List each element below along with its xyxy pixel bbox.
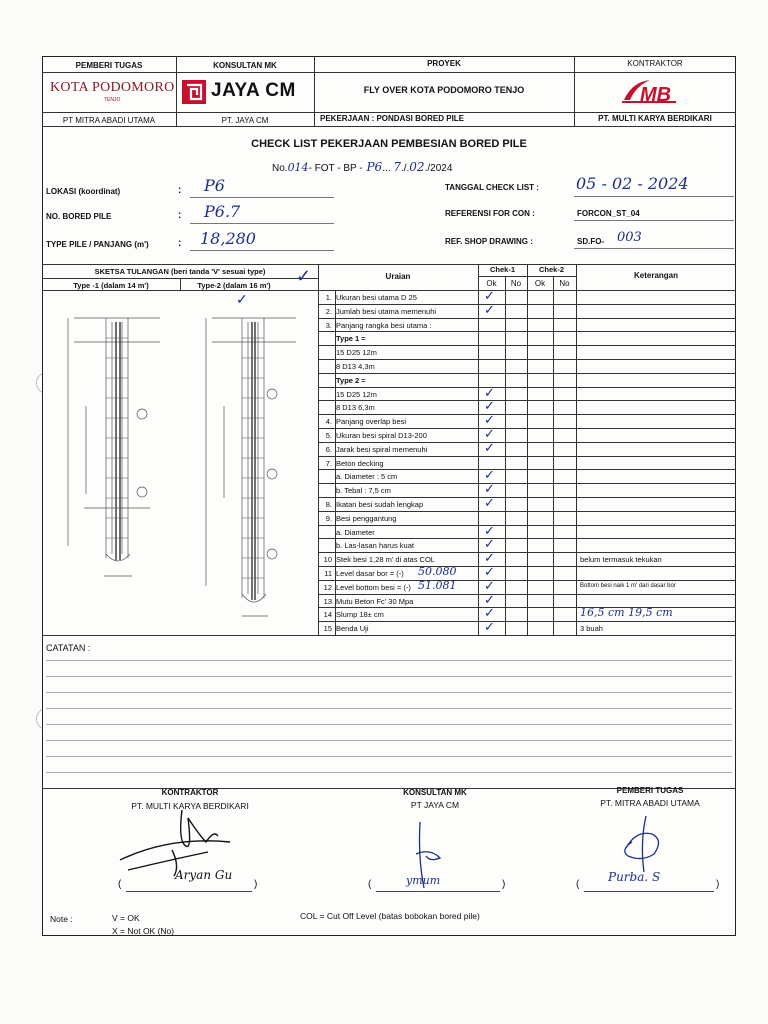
catatan-ruled-line bbox=[46, 756, 732, 757]
lokasi-value: P6 bbox=[204, 176, 225, 195]
sig-kontraktor-company: PT. MULTI KARYA BERDIKARI bbox=[131, 801, 249, 811]
type-pile-label: TYPE PILE / PANJANG (m') bbox=[46, 240, 149, 249]
bored-pile-value: P6.7 bbox=[204, 202, 241, 221]
catatan-ruled-line bbox=[46, 660, 732, 661]
pile-reinforcement-sketch bbox=[46, 298, 316, 632]
row-number: 14 bbox=[323, 610, 332, 620]
chek1-ok-check-icon: ✓ bbox=[484, 385, 495, 401]
row-description: Beton decking bbox=[336, 458, 384, 468]
row-number: 4. bbox=[325, 417, 332, 427]
chek1-header: Chek-1 bbox=[489, 265, 515, 274]
kota-podomoro-logo: KOTA PODOMORO bbox=[50, 80, 175, 95]
row-description: Besi penggantung bbox=[336, 513, 397, 523]
row-divider bbox=[318, 400, 736, 401]
row-number: 8. bbox=[325, 500, 332, 509]
konsultan-sign-name: ymum bbox=[406, 874, 441, 887]
note-ok: V = OK bbox=[112, 913, 140, 923]
row-divider bbox=[318, 331, 736, 332]
catatan-ruled-line bbox=[46, 692, 732, 693]
kontraktor-sign-name: Aryan Gu bbox=[175, 868, 233, 882]
note-not-ok: X = Not OK (No) bbox=[112, 926, 175, 936]
row-handwritten-value: 50.080 bbox=[418, 565, 457, 578]
row-number: 10 bbox=[323, 555, 332, 565]
row-description: Type 2 = bbox=[336, 375, 366, 385]
pekerjaan-label: PEKERJAAN : PONDASI BORED PILE bbox=[320, 114, 465, 123]
chek1-ok-check-icon: ✓ bbox=[484, 537, 495, 553]
header-kontraktor: KONTRAKTOR bbox=[627, 59, 683, 68]
row-description: Mutu Beton Fc' 30 Mpa bbox=[336, 596, 414, 606]
chek1-ok-check-icon: ✓ bbox=[484, 606, 495, 622]
row-divider bbox=[318, 414, 736, 415]
row-description: a. Diameter : 5 cm bbox=[336, 472, 398, 482]
svg-text:MB: MB bbox=[640, 84, 672, 106]
row-divider bbox=[318, 387, 736, 388]
row-divider bbox=[318, 483, 736, 484]
row-divider bbox=[318, 359, 736, 360]
form-title: CHECK LIST PEKERJAAN PEMBESIAN BORED PILE bbox=[251, 138, 527, 150]
chek1-ok-check-icon: ✓ bbox=[484, 565, 495, 580]
header-pemberi-tugas: PEMBERI TUGAS bbox=[75, 61, 143, 70]
row-number: 6. bbox=[325, 444, 332, 454]
row-divider bbox=[318, 497, 736, 498]
ref-shop-hand: 003 bbox=[617, 230, 642, 245]
uraian-header: Uraian bbox=[385, 272, 411, 281]
kota-podomoro-sub: TENJO bbox=[104, 97, 121, 103]
row-divider bbox=[318, 373, 736, 374]
row-description: Level bottom besi = (-) bbox=[336, 582, 411, 592]
row-description: 8 D13 6,3m bbox=[336, 403, 375, 413]
row-divider bbox=[318, 580, 736, 581]
project-name: FLY OVER KOTA PODOMORO TENJO bbox=[363, 85, 525, 95]
sig-pemberi-company: PT. MITRA ABADI UTAMA bbox=[600, 798, 700, 808]
row-description: b. Tebal : 7,5 cm bbox=[336, 486, 391, 496]
chek1-ok-check-icon: ✓ bbox=[484, 620, 495, 636]
row-description: a. Diameter bbox=[336, 527, 375, 537]
sig-pemberi-title: PEMBERI TUGAS bbox=[616, 786, 684, 795]
row-description: Panjang overlap besi bbox=[336, 417, 407, 427]
chek1-ok-check-icon: ✓ bbox=[484, 482, 495, 498]
row-divider bbox=[318, 635, 736, 636]
row-description: 15 D25 12m bbox=[336, 389, 377, 399]
type-pile-value: 18,280 bbox=[200, 229, 256, 248]
sig-kontraktor-title: KONTRAKTOR bbox=[161, 788, 219, 797]
sig-konsultan-title: KONSULTAN MK bbox=[403, 788, 467, 797]
row-number: 12 bbox=[323, 582, 332, 592]
row-divider bbox=[318, 456, 736, 457]
row-description: b. Las-lasan harus kuat bbox=[336, 541, 414, 551]
tanggal-label: TANGGAL CHECK LIST : bbox=[445, 183, 539, 192]
ref-con-label: REFERENSI FOR CON : bbox=[445, 209, 535, 218]
chek1-ok-check-icon: ✓ bbox=[484, 399, 495, 415]
row-divider bbox=[318, 607, 736, 608]
row-number: 13 bbox=[323, 596, 332, 606]
chek1-ok-check-icon: ✓ bbox=[484, 427, 495, 442]
lokasi-label: LOKASI (koordinat) bbox=[46, 187, 121, 196]
row-divider bbox=[318, 538, 736, 539]
chek2-header: Chek-2 bbox=[538, 265, 564, 274]
row-divider bbox=[318, 552, 736, 553]
row-number: 7. bbox=[325, 458, 332, 468]
row-number: 9. bbox=[325, 513, 332, 523]
mkb-logo bbox=[620, 74, 680, 111]
sig-konsultan-company: PT JAYA CM bbox=[410, 800, 460, 810]
row-number: 1. bbox=[325, 293, 332, 302]
bored-pile-label: NO. BORED PILE bbox=[46, 212, 112, 221]
chek1-ok-check-icon: ✓ bbox=[484, 592, 495, 608]
row-number: 11 bbox=[324, 569, 332, 578]
row-description: Ikatan besi sudah lengkap bbox=[336, 500, 424, 509]
jaya-cm-logo-text: JAYA CM bbox=[211, 80, 296, 101]
row-description: Ukuran besi utama D 25 bbox=[336, 293, 417, 302]
catatan-ruled-line bbox=[46, 740, 732, 741]
header-konsultan: KONSULTAN MK bbox=[213, 61, 277, 70]
row-divider bbox=[318, 525, 736, 526]
kontraktor-signature bbox=[110, 806, 270, 902]
ref-shop-value: SD.FO- bbox=[577, 237, 605, 246]
row-divider bbox=[318, 511, 736, 512]
type2-header: Type-2 (dalam 16 m') bbox=[197, 281, 271, 290]
row-divider bbox=[318, 345, 736, 346]
row-description: 15 D25 12m bbox=[336, 348, 377, 358]
row-keterangan: belum termasuk tekukan bbox=[580, 555, 662, 565]
chek1-ok-check-icon: ✓ bbox=[484, 413, 495, 429]
kontraktor-company: PT. MULTI KARYA BERDIKARI bbox=[598, 114, 712, 123]
row-handwritten-value: 51.081 bbox=[418, 578, 457, 592]
pemberi-tugas-company: PT MITRA ABADI UTAMA bbox=[62, 116, 156, 125]
row-divider bbox=[318, 621, 736, 622]
chek1-ok-check-icon: ✓ bbox=[484, 289, 495, 304]
jaya-cm-logo-mark bbox=[182, 80, 206, 104]
row-description: Panjang rangka besi utama : bbox=[336, 320, 432, 330]
row-number: 3. bbox=[325, 320, 332, 330]
type1-header: Type -1 (dalam 14 m') bbox=[73, 281, 149, 290]
row-keterangan: Bottom besi naik 1 m' dari dasar bor bbox=[580, 582, 676, 589]
note-label: Note : bbox=[50, 914, 73, 924]
row-description: Slump 18± cm bbox=[336, 610, 384, 620]
row-divider bbox=[318, 428, 736, 429]
keterangan-header: Keterangan bbox=[633, 271, 678, 280]
note-col: COL = Cut Off Level (batas bobokan bored pile) bbox=[300, 911, 480, 921]
type2-check-mark: ✓ bbox=[296, 266, 312, 287]
header-proyek: PROYEK bbox=[427, 59, 461, 68]
row-description: Level dasar bor = (-) bbox=[336, 569, 404, 578]
catatan-ruled-line bbox=[46, 708, 732, 709]
row-divider bbox=[318, 469, 736, 470]
row-divider bbox=[318, 318, 736, 319]
row-description: Stek besi 1,28 m' di atas COL bbox=[336, 555, 435, 565]
catatan-ruled-line bbox=[46, 772, 732, 773]
row-description: Type 1 = bbox=[336, 334, 366, 344]
chek1-ok-check-icon: ✓ bbox=[484, 523, 495, 539]
row-description: 8 D13 4,3m bbox=[336, 362, 375, 371]
row-description: Benda Uji bbox=[336, 624, 369, 634]
row-description: Ukuran besi spiral D13-200 bbox=[336, 431, 427, 440]
row-number: 5. bbox=[325, 431, 332, 440]
chek1-ok-check-icon: ✓ bbox=[484, 496, 495, 511]
sketsa-title: SKETSA TULANGAN (beri tanda 'V' sesuai type) bbox=[94, 267, 266, 276]
row-description: Jarak besi spiral memenuhi bbox=[336, 444, 428, 454]
row-divider bbox=[318, 442, 736, 443]
catatan-ruled-line bbox=[46, 676, 732, 677]
row-divider bbox=[318, 594, 736, 595]
pemberi-sign-name: Purba. S bbox=[608, 870, 661, 884]
catatan-ruled-line bbox=[46, 724, 732, 725]
tanggal-value: 05 - 02 - 2024 bbox=[576, 174, 689, 193]
konsultan-company: PT. JAYA CM bbox=[221, 116, 269, 125]
row-divider bbox=[318, 304, 736, 305]
chek1-ok-check-icon: ✓ bbox=[484, 440, 495, 456]
row-number: 15 bbox=[323, 624, 332, 634]
row-divider bbox=[318, 566, 736, 567]
chek1-ok-check-icon: ✓ bbox=[484, 551, 495, 567]
chek1-ok-check-icon: ✓ bbox=[484, 578, 495, 594]
ref-shop-label: REF. SHOP DRAWING : bbox=[445, 237, 533, 246]
ref-con-value: FORCON_ST_04 bbox=[577, 209, 640, 218]
chek1-ok-check-icon: ✓ bbox=[484, 302, 495, 318]
row-description: Jumlah besi utama memenuhi bbox=[336, 306, 437, 316]
chek1-ok-check-icon: ✓ bbox=[484, 468, 495, 484]
catatan-label: CATATAN : bbox=[46, 643, 91, 653]
row-keterangan: 3 buah bbox=[580, 624, 603, 634]
document-number: No.014- FOT - BP - P6... 7./.02./2024 bbox=[272, 160, 453, 174]
row-keterangan-handwritten: 16,5 cm 19,5 cm bbox=[580, 606, 673, 620]
row-number: 2. bbox=[325, 306, 332, 316]
